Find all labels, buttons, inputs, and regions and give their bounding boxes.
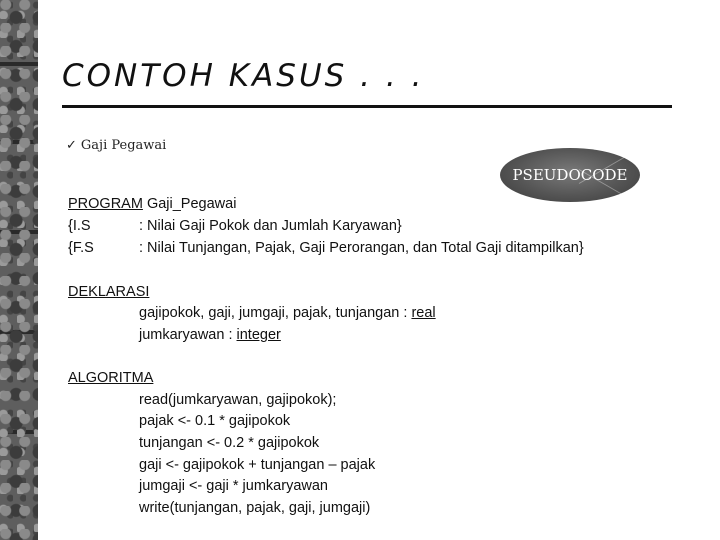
program-keyword: PROGRAM (68, 196, 143, 212)
algoritma-line: jumgaji <- gaji * jumkaryawan (139, 478, 328, 494)
deklarasi-line-2: jumkaryawan : integer (139, 327, 281, 343)
title-rule (62, 105, 672, 108)
type-real: real (411, 305, 436, 321)
fs-label: {F.S (68, 240, 94, 256)
bullet-item (66, 138, 166, 153)
fs-text: : Nilai Tunjangan, Pajak, Gaji Perorangan, dan Total Gaji ditampilkan} (139, 240, 584, 256)
checkmark-icon: ✓ (66, 138, 77, 153)
algoritma-line: tunjangan <- 0.2 * gajipokok (139, 435, 320, 451)
algoritma-line: gaji <- gajipokok + tunjangan – pajak (139, 457, 376, 473)
algoritma-line: pajak <- 0.1 * gajipokok (139, 413, 291, 429)
slide-title: CONTOH KASUS . . . (62, 58, 425, 94)
type-integer: integer (236, 327, 281, 343)
algoritma-line: read(jumkaryawan, gajipokok); (139, 392, 337, 408)
program-line (68, 196, 236, 212)
bullet-label: Gaji Pegawai (80, 138, 167, 153)
algoritma-line: write(tunjangan, pajak, gaji, jumgaji) (139, 500, 371, 516)
program-name: Gaji_Pegawai (142, 196, 237, 212)
deklarasi-line-1: gajipokok, gaji, jumgaji, pajak, tunjangan : real (139, 305, 436, 321)
is-text: : Nilai Gaji Pokok dan Jumlah Karyawan} (139, 218, 402, 234)
is-label: {I.S (68, 218, 91, 234)
algoritma-keyword: ALGORITMA (68, 370, 154, 386)
deklarasi-keyword: DEKLARASI (68, 284, 150, 300)
stone-border (0, 0, 38, 540)
pseudocode-badge: PSEUDOCODE (500, 148, 640, 202)
